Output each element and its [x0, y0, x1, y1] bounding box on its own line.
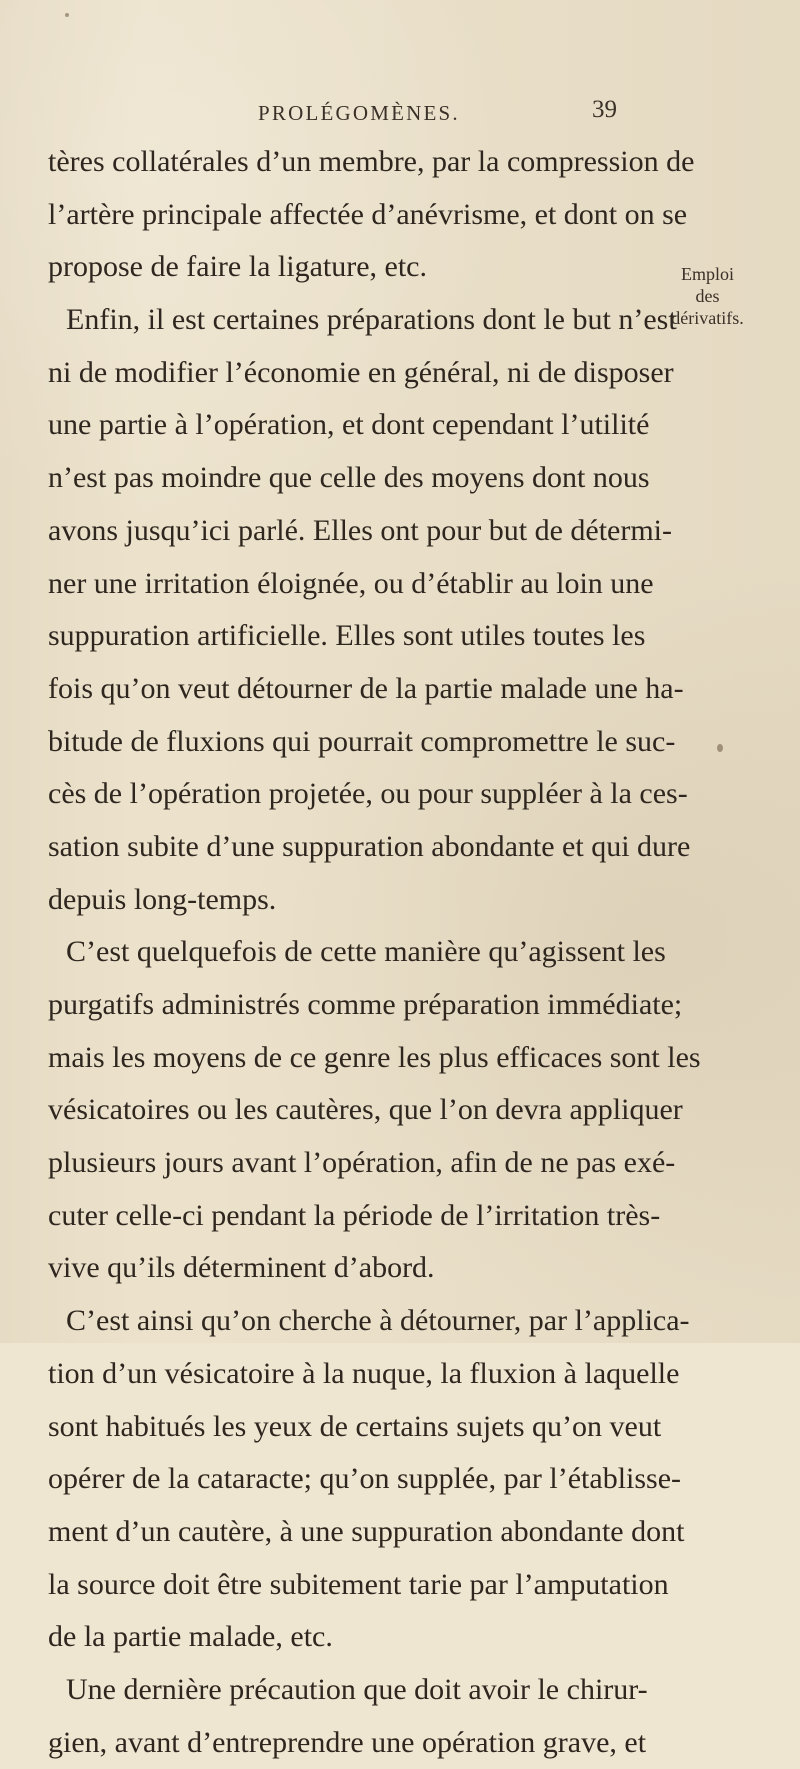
text-line: l’artère principale affectée d’anévrisme, et dont on se — [48, 197, 688, 231]
text-line: tion d’un vésicatoire à la nuque, la fluxion à laquelle — [48, 1356, 680, 1390]
text-line: ment d’un cautère, à une suppuration abondante dont — [48, 1514, 685, 1548]
page-number: 39 — [592, 96, 617, 123]
running-title: PROLÉGOMÈNES. — [258, 101, 460, 125]
text-line: Une dernière précaution que doit avoir le chirur- — [66, 1672, 648, 1706]
text-line: tères collatérales d’un membre, par la compression de — [48, 145, 695, 178]
marginal-note-line: Emploi — [681, 264, 734, 284]
text-line: plusieurs jours avant l’opération, afin de ne pas exé- — [48, 1146, 676, 1180]
text-line: de la partie malade, etc. — [48, 1620, 333, 1654]
text-line: cès de l’opération projetée, ou pour suppléer à la ces- — [48, 777, 688, 811]
marginal-note — [655, 263, 760, 329]
text-line: n’est pas moindre que celle des moyens dont nous — [48, 461, 650, 495]
text-line: gien, avant d’entreprendre une opération grave, et — [48, 1725, 647, 1759]
text-line: sont habitués les yeux de certains sujets qu’on veut — [48, 1409, 662, 1443]
text-line: vésicatoires ou les cautères, que l’on devra appliquer — [48, 1093, 683, 1127]
text-line: opérer de la cataracte; qu’on supplée, par l’établisse- — [48, 1462, 682, 1496]
marginal-note-line: dérivatifs. — [671, 308, 744, 328]
text-line: sation subite d’une suppuration abondante et qui dure — [48, 829, 691, 863]
text-line: ni de modifier l’économie en général, ni de disposer — [48, 355, 674, 389]
text-line: la source doit être subitement tarie par l’amputation — [48, 1567, 669, 1601]
text-line: C’est ainsi qu’on cherche à détourner, par l’applica- — [66, 1304, 690, 1338]
text-line: avons jusqu’ici parlé. Elles ont pour but de détermi- — [48, 513, 673, 547]
text-line: depuis long-temps. — [48, 882, 277, 916]
text-line: C’est quelquefois de cette manière qu’agissent les — [66, 935, 666, 969]
text-line: purgatifs administrés comme préparation immédiate; — [48, 988, 683, 1021]
text-line: propose de faire la ligature, etc. — [48, 250, 427, 284]
text-line: ner une irritation éloignée, ou d’établir au loin une — [48, 566, 654, 600]
text-line: vive qu’ils déterminent d’abord. — [48, 1251, 435, 1285]
text-line: une partie à l’opération, et dont cependant l’utilité — [48, 408, 650, 442]
text-line: suppuration artificielle. Elles sont utiles toutes les — [48, 619, 646, 653]
marginal-note-line: des — [695, 286, 720, 306]
text-line: mais les moyens de ce genre les plus efficaces sont les — [48, 1040, 701, 1074]
text-line: fois qu’on veut détourner de la partie malade une ha- — [48, 671, 684, 705]
paper-speck — [717, 744, 723, 752]
text-line: cuter celle-ci pendant la période de l’irritation très- — [48, 1198, 661, 1232]
body-text — [48, 136, 701, 1769]
text-line: bitude de fluxions qui pourrait compromettre le suc- — [48, 724, 676, 758]
paper-speck — [65, 13, 69, 17]
text-line: Enfin, il est certaines préparations dont le but n’est — [66, 303, 677, 337]
